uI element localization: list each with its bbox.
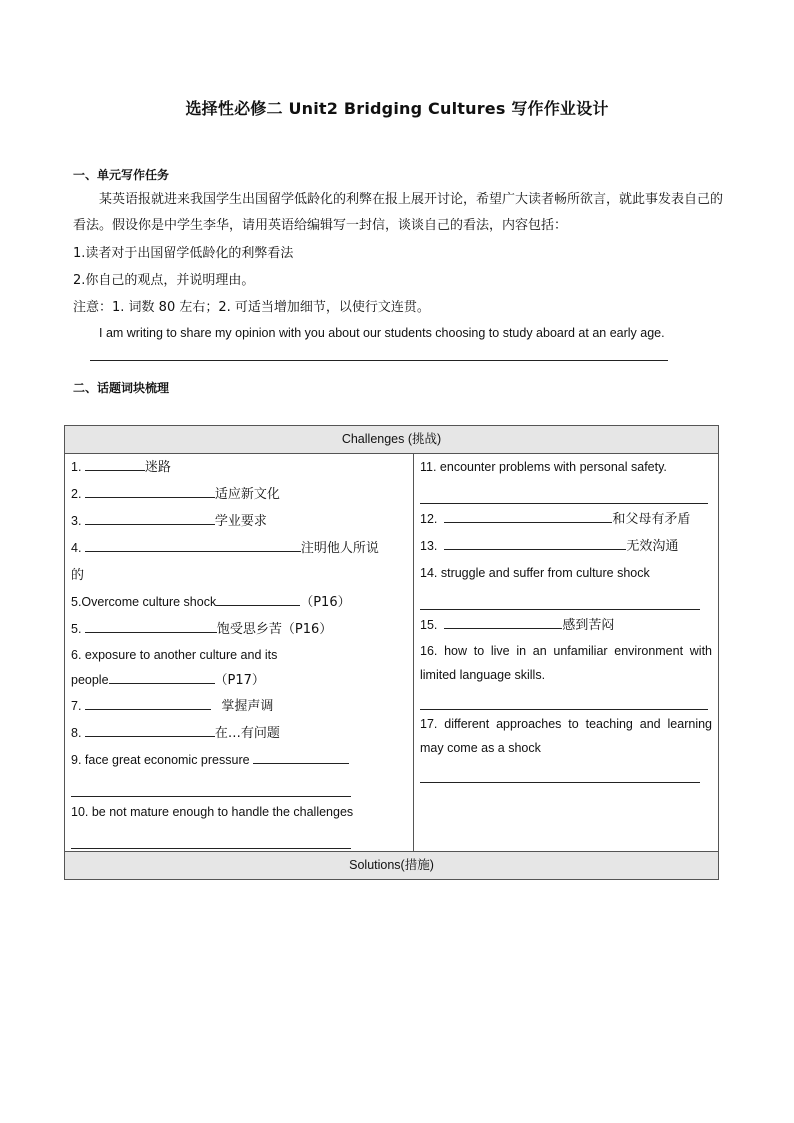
answer-blank[interactable] [85, 510, 215, 525]
answer-blank[interactable] [85, 456, 145, 471]
task-note: 注意：1. 词数 80 左右；2. 可适当增加细节，以使行文连贯。 [73, 300, 430, 315]
list-item: 3. 学业要求 [71, 508, 407, 535]
list-item: 6. exposure to another culture and its people （P17） [71, 648, 278, 688]
list-item: 17. different approaches to teaching and learning may come as a shock [420, 717, 712, 755]
answer-blank[interactable] [216, 591, 300, 606]
vocabulary-table [64, 425, 719, 880]
answer-blank[interactable] [85, 537, 301, 552]
list-item: 8. 在…有问题 [71, 720, 407, 747]
answer-line[interactable] [71, 826, 351, 849]
challenges-header: Challenges (挑战) [65, 426, 719, 454]
list-item: 13. 无效沟通 [420, 533, 712, 560]
task-item-2: 2.你自己的观点，并说明理由。 [73, 273, 255, 288]
writing-line[interactable] [90, 360, 668, 361]
list-item: 1. 迷路 [71, 454, 407, 481]
list-item: 15. 感到苦闷 [420, 612, 712, 639]
list-item: 4. 注明他人所说 的 [71, 535, 407, 589]
list-item: 7. 掌握声调 [71, 693, 407, 720]
answer-line[interactable] [420, 587, 700, 610]
list-item: 5.Overcome culture shock （P16） [71, 589, 407, 616]
list-item: 5. 饱受思乡苦（P16） [71, 616, 407, 643]
challenges-left-column [65, 454, 414, 852]
answer-line[interactable] [71, 774, 351, 797]
answer-line[interactable] [420, 687, 708, 710]
list-item: 10. be not mature enough to handle the challenges [71, 805, 354, 819]
answer-blank[interactable] [85, 618, 217, 633]
list-item: 12. 和父母有矛盾 [420, 506, 712, 533]
example-sentence: I am writing to share my opinion with you about our students choosing to study aboard at an early age. [99, 326, 665, 340]
list-item: 16. how to live in an unfamiliar environment with limited language skills. [420, 644, 712, 682]
section-heading-topic-chunks: 二、话题词块梳理 [73, 381, 170, 395]
list-item: 2. 适应新文化 [71, 481, 407, 508]
page-title: 选择性必修二 Unit2 Bridging Cultures 写作作业设计 [185, 99, 609, 118]
list-item: 14. struggle and suffer from culture shock [420, 566, 650, 580]
answer-blank[interactable] [85, 722, 215, 737]
challenges-right-column [414, 454, 719, 852]
answer-blank[interactable] [85, 695, 211, 710]
answer-blank[interactable] [444, 614, 562, 629]
task-item-1: 1.读者对于出国留学低龄化的利弊看法 [73, 246, 294, 261]
answer-blank[interactable] [85, 483, 215, 498]
answer-blank[interactable] [444, 508, 612, 523]
solutions-header: Solutions(措施) [65, 852, 719, 880]
task-paragraph: 某英语报就进来我国学生出国留学低龄化的利弊在报上展开讨论，希望广大读者畅所欲言，就此事发表自己的看法。假设你是中学生李华，请用英语给编辑写一封信，谈谈自己的看法，内容包括： [73, 192, 724, 233]
answer-line[interactable] [420, 481, 708, 504]
answer-blank[interactable] [253, 749, 349, 764]
answer-line[interactable] [420, 760, 700, 783]
list-item: 9. face great economic pressure [71, 747, 407, 774]
answer-blank[interactable] [444, 535, 626, 550]
section-heading-writing-task: 一、单元写作任务 [73, 168, 170, 182]
answer-blank[interactable] [109, 669, 215, 684]
list-item: 11. encounter problems with personal safety. [420, 460, 667, 474]
